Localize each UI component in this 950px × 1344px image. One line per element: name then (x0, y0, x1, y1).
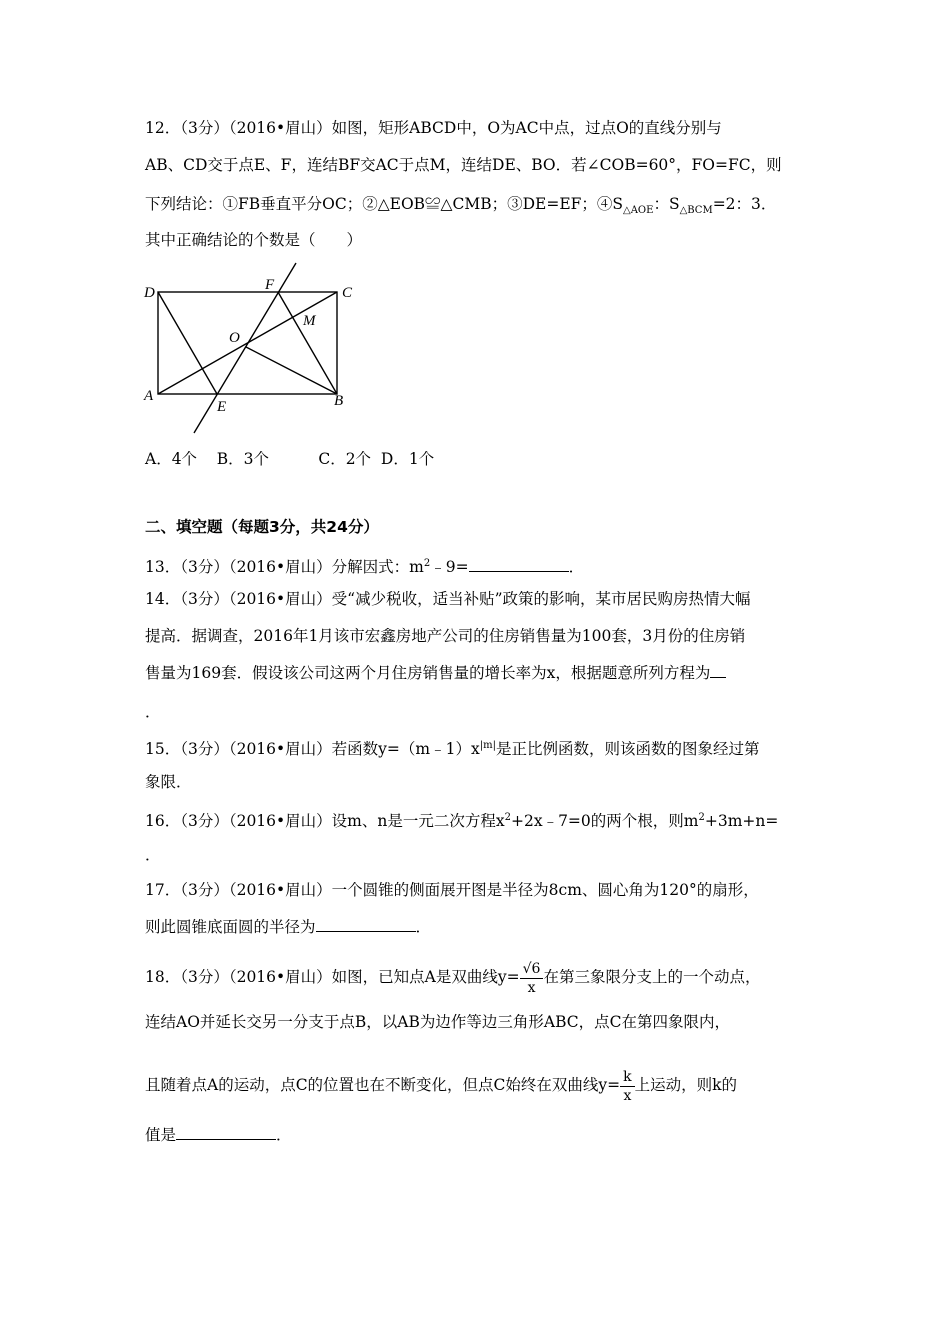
label-O: O (229, 330, 240, 346)
q13: 13．（3分）（2016•眉山）分解因式：$m^2﹣9=$ ． (145, 558, 585, 577)
q17-line2: 则此圆锥底面圆的半径为 ． (145, 918, 432, 936)
label-F: F (265, 277, 275, 293)
q12-options (145, 449, 434, 469)
option-d: D．1个 (380, 450, 435, 468)
q16-end: ． (145, 846, 161, 864)
q14-end: ． (145, 703, 161, 721)
q18-line2: 连结AO并延长交另一分支于点B，以AB为边作等边三角形ABC，点C在第四象限内， (145, 1013, 730, 1031)
q15-line1: 15．（3分）（2016•眉山）若函数$y=(m﹣1)x^{|m|}$是正比例函数，则该函数的图象经过第 (145, 740, 760, 759)
q18-line4: 值是 ． (145, 1126, 292, 1144)
q14-line2: 提高．据调查，2016年1月该市宏鑫房地产公司的住房销售量为100套，3月份的住房销 (145, 627, 746, 645)
q14-line3: 售量为169套．假设该公司这两个月住房销售量的增长率为x，根据题意所列方程为 (145, 663, 726, 683)
q15-line2: 象限． (145, 773, 192, 791)
fraction-sqrt6-over-x: $\frac{√6}{x}$ (520, 960, 544, 997)
option-b: B．3个 (216, 450, 270, 468)
option-a: A．4个 (145, 450, 198, 468)
rectangle-figure (140, 255, 370, 445)
label-D: D (144, 285, 155, 301)
label-M: M (303, 313, 316, 329)
fraction-k-over-x: $\frac{k}{x}$ (620, 1068, 634, 1105)
option-c: C．2个 (318, 450, 372, 468)
q14-line1: 14．（3分）（2016•眉山）受“减少税收，适当补贴”政策的影响，某市居民购房热情大幅 (145, 590, 751, 608)
label-E: E (217, 399, 227, 415)
q17-line1: 17．（3分）（2016•眉山）一个圆锥的侧面展开图是半径为8cm、圆心角为120°的扇形， (145, 881, 759, 899)
q12-line3: 下列结论：①FB垂直平分OC；②△EOB≌△CMB；③DE=EF；$④S_{\triangle AOE}$：$S_{\triangle BCM}=2$：3． (145, 195, 777, 217)
label-C: C (342, 285, 353, 301)
label-B: B (334, 393, 344, 409)
q18-line3: 且随着点A的运动，点C的位置也在不断变化，但点C始终在双曲线y= $\frac{k}{x}$ 上运动，则k的 (145, 1068, 738, 1104)
q12-line1: 12．（3分）（2016•眉山）如图，矩形ABCD中，O为AC中点，过点O的直线分别与 (145, 119, 722, 137)
q16-line1: 16．（3分）（2016•眉山）设m、n是一元二次方程$x^2+2x﹣7=0$的两个根，则$m^2+3m+n=$ (145, 812, 779, 831)
q12-line2: AB、CD交于点E、F，连结BF交AC于点M，连结DE、BO．若∠COB=60°，FO=FC，则 (145, 156, 782, 174)
section-heading: 二、填空题（每题3分，共24分） (145, 518, 379, 536)
q18-line1: 18．（3分）（2016•眉山）如图，已知点A是双曲线y= $\frac{√6}{x}$ 在第三象限分支上的一个动点， (145, 960, 761, 996)
label-A: A (144, 388, 154, 404)
q12-line4: 其中正确结论的个数是（ ） (145, 231, 363, 249)
